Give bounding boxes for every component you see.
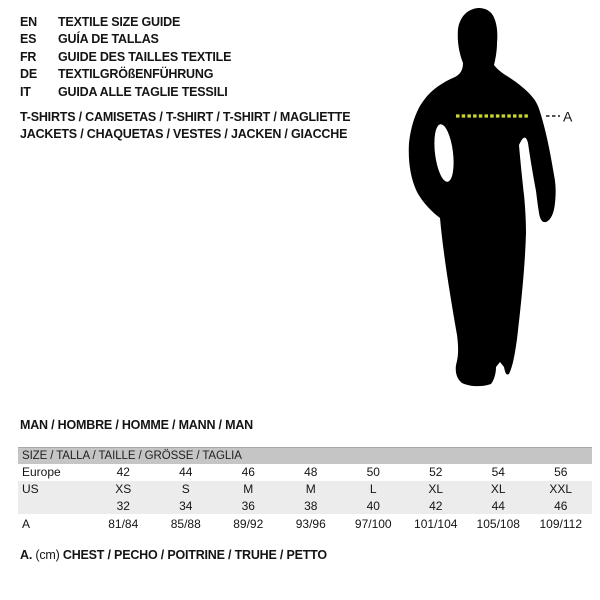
man-silhouette-body	[409, 8, 556, 386]
row-label: A	[22, 517, 31, 531]
table-cell: 42	[429, 499, 443, 513]
measure-label: A	[563, 108, 573, 125]
language-row	[20, 84, 231, 101]
language-row	[20, 49, 231, 66]
language-code: IT	[20, 84, 31, 99]
table-cell: 44	[179, 465, 193, 479]
category-jackets: JACKETS / CHAQUETAS / VESTES / JACKEN / GIACCHE	[20, 127, 348, 142]
language-label: GUIDA ALLE TAGLIE TESSILI	[58, 84, 228, 99]
table-cell: 105/108	[476, 517, 520, 531]
language-row	[20, 66, 231, 83]
footnote-marker: A.	[20, 548, 33, 562]
table-cell: S	[181, 482, 190, 496]
table-cell: 50	[366, 465, 380, 479]
table-cell: 32	[116, 499, 130, 513]
language-list	[20, 14, 231, 101]
table-cell: M	[305, 482, 316, 496]
table-cell: 46	[241, 465, 255, 479]
table-cell: 40	[366, 499, 380, 513]
table-cell: 36	[241, 499, 255, 513]
language-label: TEXTILGRÖßENFÜHRUNG	[58, 67, 214, 82]
row-label: US	[22, 482, 39, 496]
table-row-chest-cm	[18, 514, 592, 534]
table-cell: 101/104	[414, 517, 458, 531]
table-cell: 44	[491, 499, 505, 513]
language-label: GUÍA DE TALLAS	[58, 32, 159, 47]
table-row-europe	[18, 464, 592, 481]
table-cell: 89/92	[233, 517, 264, 531]
language-code: FR	[20, 49, 37, 64]
language-label: TEXTILE SIZE GUIDE	[58, 15, 181, 29]
table-cell: 34	[179, 499, 193, 513]
table-cell: 97/100	[354, 517, 392, 531]
table-cell: 52	[429, 465, 443, 479]
table-cell: 46	[554, 499, 568, 513]
table-cell: 54	[491, 465, 505, 479]
language-code: DE	[20, 67, 37, 82]
footnote-label: CHEST / PECHO / POITRINE / TRUHE / PETTO	[62, 548, 327, 562]
table-cell: XXL	[549, 482, 573, 496]
table-cell: 56	[554, 465, 568, 479]
man-silhouette-icon	[390, 5, 590, 395]
footnote-unit: (cm)	[35, 548, 60, 562]
table-cell: XL	[490, 482, 506, 496]
table-row-us-numeric	[18, 498, 592, 514]
language-code: ES	[20, 32, 37, 47]
table-cell: M	[243, 482, 254, 496]
table-cell: 38	[304, 499, 318, 513]
table-cell: XS	[115, 482, 132, 496]
language-row	[20, 14, 231, 31]
table-cell: 42	[116, 465, 130, 479]
table-row-us	[18, 481, 592, 498]
size-table	[18, 447, 592, 534]
language-label: GUIDE DES TAILLES TEXTILE	[58, 49, 232, 64]
table-cell: XL	[428, 482, 444, 496]
row-label: Europe	[22, 465, 61, 479]
table-cell: 109/112	[539, 517, 582, 531]
table-cell: 93/96	[295, 517, 326, 531]
size-table-header: SIZE / TALLA / TAILLE / GRÖSSE / TAGLIA	[18, 447, 592, 464]
language-code: EN	[20, 15, 37, 29]
language-row	[20, 31, 231, 48]
table-cell: 81/84	[108, 517, 139, 531]
table-cell: 85/88	[170, 517, 201, 531]
category-tshirts: T-SHIRTS / CAMISETAS / T-SHIRT / T-SHIRT / MAGLIETTE	[20, 110, 351, 124]
table-cell: L	[369, 482, 377, 496]
section-title-man: MAN / HOMBRE / HOMME / MANN / MAN	[20, 418, 253, 432]
table-cell: 48	[304, 465, 318, 479]
row-label	[18, 498, 92, 514]
measurement-footnote	[20, 548, 327, 562]
category-list	[20, 109, 350, 144]
size-figure	[390, 5, 590, 395]
